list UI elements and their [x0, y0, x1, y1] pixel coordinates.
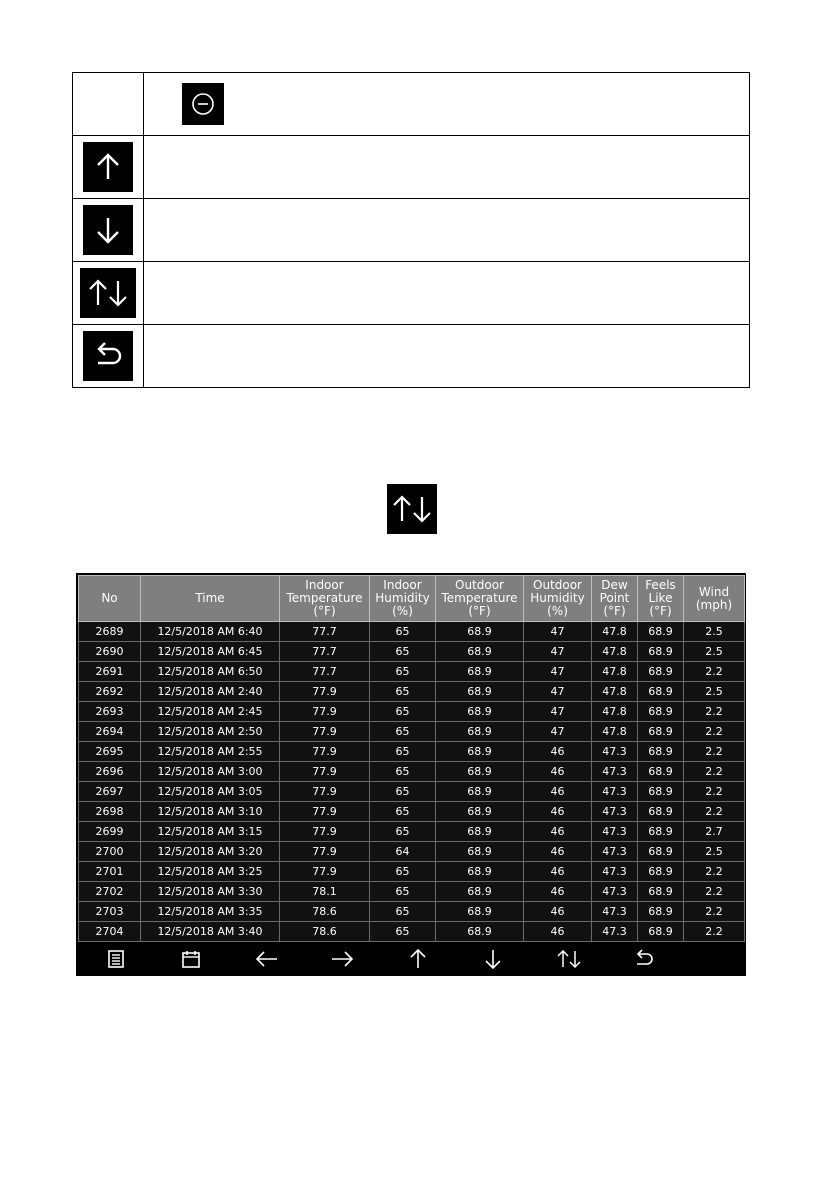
table-cell: 68.9	[436, 622, 524, 642]
table-cell: 12/5/2018 AM 2:55	[141, 742, 280, 762]
table-cell: 77.9	[280, 822, 370, 842]
table-cell: 2704	[79, 922, 141, 942]
table-cell: 68.9	[638, 862, 684, 882]
table-cell: 46	[524, 782, 592, 802]
header-row	[79, 576, 745, 622]
table-row[interactable]	[79, 662, 745, 682]
column-header: Time	[141, 576, 280, 622]
table-cell: 12/5/2018 AM 3:10	[141, 802, 280, 822]
table-cell: 2.2	[684, 722, 745, 742]
table-cell: 47.3	[592, 902, 638, 922]
table-cell: 47	[524, 622, 592, 642]
table-cell: 77.9	[280, 682, 370, 702]
column-header: Dew Point (°F)	[592, 576, 638, 622]
table-cell: 47.3	[592, 882, 638, 902]
table-cell: 77.9	[280, 702, 370, 722]
table-cell: 47.8	[592, 702, 638, 722]
table-row[interactable]	[79, 722, 745, 742]
swap-vertical-icon	[80, 268, 136, 318]
table-cell: 2.7	[684, 822, 745, 842]
table-cell: 2.2	[684, 742, 745, 762]
column-header: Indoor Humidity (%)	[370, 576, 436, 622]
table-cell: 65	[370, 722, 436, 742]
history-table	[78, 575, 745, 942]
table-cell: 65	[370, 782, 436, 802]
table-cell: 68.9	[638, 742, 684, 762]
table-cell: 65	[370, 822, 436, 842]
table-cell: 12/5/2018 AM 2:50	[141, 722, 280, 742]
column-header: Outdoor Humidity (%)	[524, 576, 592, 622]
arrow-down-icon[interactable]	[456, 944, 532, 974]
table-cell: 65	[370, 882, 436, 902]
arrow-right-icon[interactable]	[305, 944, 381, 974]
table-cell: 46	[524, 862, 592, 882]
swap-vertical-icon	[387, 484, 437, 534]
table-cell: 77.9	[280, 782, 370, 802]
table-cell: 47.3	[592, 802, 638, 822]
table-row[interactable]	[79, 822, 745, 842]
table-cell: 77.9	[280, 862, 370, 882]
table-cell: 65	[370, 622, 436, 642]
column-header: Indoor Temperature (°F)	[280, 576, 370, 622]
table-cell: 68.9	[436, 702, 524, 722]
table-cell: 2691	[79, 662, 141, 682]
table-cell: 2.5	[684, 622, 745, 642]
table-cell: 68.9	[638, 622, 684, 642]
table-cell: 47.3	[592, 922, 638, 942]
table-cell: 68.9	[436, 682, 524, 702]
table-cell: 46	[524, 822, 592, 842]
table-cell: 46	[524, 742, 592, 762]
table-cell: 12/5/2018 AM 3:20	[141, 842, 280, 862]
table-cell: 2693	[79, 702, 141, 722]
table-cell: 46	[524, 882, 592, 902]
table-cell: 78.1	[280, 882, 370, 902]
table-cell: 65	[370, 702, 436, 722]
table-cell: 68.9	[436, 902, 524, 922]
table-cell: 2.2	[684, 862, 745, 882]
table-cell: 68.9	[436, 762, 524, 782]
return-icon[interactable]	[607, 944, 683, 974]
column-header: Outdoor Temperature (°F)	[436, 576, 524, 622]
icon-legend-table	[72, 72, 750, 388]
column-header: Feels Like (°F)	[638, 576, 684, 622]
table-cell: 65	[370, 742, 436, 762]
table-cell: 65	[370, 662, 436, 682]
table-cell: 47	[524, 702, 592, 722]
table-cell: 2.2	[684, 702, 745, 722]
table-cell: 47.3	[592, 782, 638, 802]
table-cell: 68.9	[638, 902, 684, 922]
table-cell: 77.9	[280, 802, 370, 822]
table-cell: 12/5/2018 AM 2:40	[141, 682, 280, 702]
table-cell: 77.9	[280, 842, 370, 862]
table-cell: 47.3	[592, 742, 638, 762]
table-row[interactable]	[79, 702, 745, 722]
table-cell: 68.9	[638, 882, 684, 902]
table-row[interactable]	[79, 902, 745, 922]
table-row[interactable]	[79, 862, 745, 882]
table-cell: 68.9	[638, 722, 684, 742]
table-cell: 47	[524, 642, 592, 662]
table-cell: 68.9	[638, 842, 684, 862]
table-cell: 2703	[79, 902, 141, 922]
table-cell: 68.9	[638, 922, 684, 942]
table-cell: 77.7	[280, 622, 370, 642]
table-cell: 68.9	[638, 662, 684, 682]
table-row[interactable]	[79, 882, 745, 902]
arrow-up-icon[interactable]	[380, 944, 456, 974]
table-body[interactable]	[79, 622, 745, 942]
table-cell: 65	[370, 862, 436, 882]
table-cell: 12/5/2018 AM 3:15	[141, 822, 280, 842]
table-cell: 68.9	[436, 662, 524, 682]
table-cell: 47.3	[592, 862, 638, 882]
table-row[interactable]	[79, 622, 745, 642]
arrow-up-icon	[83, 142, 133, 192]
table-cell: 12/5/2018 AM 6:45	[141, 642, 280, 662]
table-cell: 68.9	[436, 862, 524, 882]
table-cell: 68.9	[638, 682, 684, 702]
history-screen	[76, 573, 746, 976]
table-cell: 2.2	[684, 802, 745, 822]
table-row[interactable]	[79, 682, 745, 702]
legend-row	[73, 325, 750, 388]
table-cell: 2698	[79, 802, 141, 822]
table-cell: 65	[370, 762, 436, 782]
table-cell: 68.9	[436, 802, 524, 822]
table-row[interactable]	[79, 802, 745, 822]
table-cell: 68.9	[638, 762, 684, 782]
table-cell: 68.9	[436, 642, 524, 662]
table-cell: 2.2	[684, 902, 745, 922]
table-cell: 2702	[79, 882, 141, 902]
arrow-down-icon	[83, 205, 133, 255]
table-cell: 77.7	[280, 642, 370, 662]
table-cell: 47	[524, 722, 592, 742]
table-cell: 47.8	[592, 682, 638, 702]
table-cell: 68.9	[436, 782, 524, 802]
table-cell: 2695	[79, 742, 141, 762]
table-cell: 77.9	[280, 722, 370, 742]
table-cell: 65	[370, 682, 436, 702]
table-cell: 68.9	[436, 722, 524, 742]
table-cell: 12/5/2018 AM 3:35	[141, 902, 280, 922]
legend-row	[73, 199, 750, 262]
table-cell: 46	[524, 902, 592, 922]
table-cell: 65	[370, 642, 436, 662]
table-cell: 68.9	[436, 742, 524, 762]
table-cell: 47.3	[592, 822, 638, 842]
table-cell: 47.8	[592, 622, 638, 642]
table-cell: 2.2	[684, 882, 745, 902]
table-cell: 12/5/2018 AM 3:00	[141, 762, 280, 782]
legend-row	[73, 262, 750, 325]
table-cell: 47	[524, 682, 592, 702]
table-row[interactable]	[79, 642, 745, 662]
list-icon[interactable]	[78, 944, 154, 974]
table-cell: 47.3	[592, 762, 638, 782]
table-row[interactable]	[79, 842, 745, 862]
table-cell: 65	[370, 902, 436, 922]
table-cell: 47.8	[592, 642, 638, 662]
table-cell: 12/5/2018 AM 3:05	[141, 782, 280, 802]
table-cell: 2700	[79, 842, 141, 862]
table-cell: 46	[524, 842, 592, 862]
table-cell: 77.7	[280, 662, 370, 682]
table-cell: 78.6	[280, 902, 370, 922]
legend-row	[73, 73, 750, 136]
table-row[interactable]	[79, 742, 745, 762]
table-cell: 68.9	[436, 842, 524, 862]
bottom-toolbar	[78, 944, 744, 974]
table-cell: 2689	[79, 622, 141, 642]
arrow-left-icon[interactable]	[229, 944, 305, 974]
table-cell: 68.9	[638, 702, 684, 722]
table-cell: 46	[524, 922, 592, 942]
table-cell: 46	[524, 762, 592, 782]
table-cell: 2.5	[684, 842, 745, 862]
table-cell: 2694	[79, 722, 141, 742]
table-row[interactable]	[79, 782, 745, 802]
table-cell: 47	[524, 662, 592, 682]
table-cell: 47.8	[592, 722, 638, 742]
table-cell: 68.9	[638, 802, 684, 822]
table-cell: 77.9	[280, 762, 370, 782]
table-cell: 68.9	[638, 642, 684, 662]
table-cell: 2690	[79, 642, 141, 662]
table-cell: 12/5/2018 AM 3:30	[141, 882, 280, 902]
table-cell: 12/5/2018 AM 6:40	[141, 622, 280, 642]
table-cell: 2701	[79, 862, 141, 882]
table-cell: 65	[370, 802, 436, 822]
table-cell: 2.5	[684, 682, 745, 702]
legend-row	[73, 136, 750, 199]
table-cell: 12/5/2018 AM 3:40	[141, 922, 280, 942]
column-header: Wind (mph)	[684, 576, 745, 622]
table-cell: 68.9	[436, 882, 524, 902]
table-cell: 68.9	[436, 822, 524, 842]
table-cell: 77.9	[280, 742, 370, 762]
table-cell: 64	[370, 842, 436, 862]
table-cell: 2.2	[684, 762, 745, 782]
table-row[interactable]	[79, 762, 745, 782]
table-cell: 2692	[79, 682, 141, 702]
table-cell: 47.3	[592, 842, 638, 862]
table-cell: 12/5/2018 AM 6:50	[141, 662, 280, 682]
table-cell: 47.8	[592, 662, 638, 682]
table-cell: 68.9	[436, 922, 524, 942]
swap-vertical-icon[interactable]	[531, 944, 607, 974]
minus-circle-icon	[182, 83, 224, 125]
table-cell: 2.2	[684, 922, 745, 942]
table-cell: 2697	[79, 782, 141, 802]
table-row[interactable]	[79, 922, 745, 942]
table-cell: 68.9	[638, 782, 684, 802]
return-icon	[83, 331, 133, 381]
table-cell: 65	[370, 922, 436, 942]
table-cell: 78.6	[280, 922, 370, 942]
table-cell: 12/5/2018 AM 2:45	[141, 702, 280, 722]
table-cell: 68.9	[638, 822, 684, 842]
table-cell: 2696	[79, 762, 141, 782]
table-cell: 12/5/2018 AM 3:25	[141, 862, 280, 882]
table-cell: 2.5	[684, 642, 745, 662]
table-cell: 46	[524, 802, 592, 822]
calendar-icon[interactable]	[154, 944, 230, 974]
column-header: No	[79, 576, 141, 622]
table-cell: 2699	[79, 822, 141, 842]
table-cell: 2.2	[684, 782, 745, 802]
table-cell: 2.2	[684, 662, 745, 682]
